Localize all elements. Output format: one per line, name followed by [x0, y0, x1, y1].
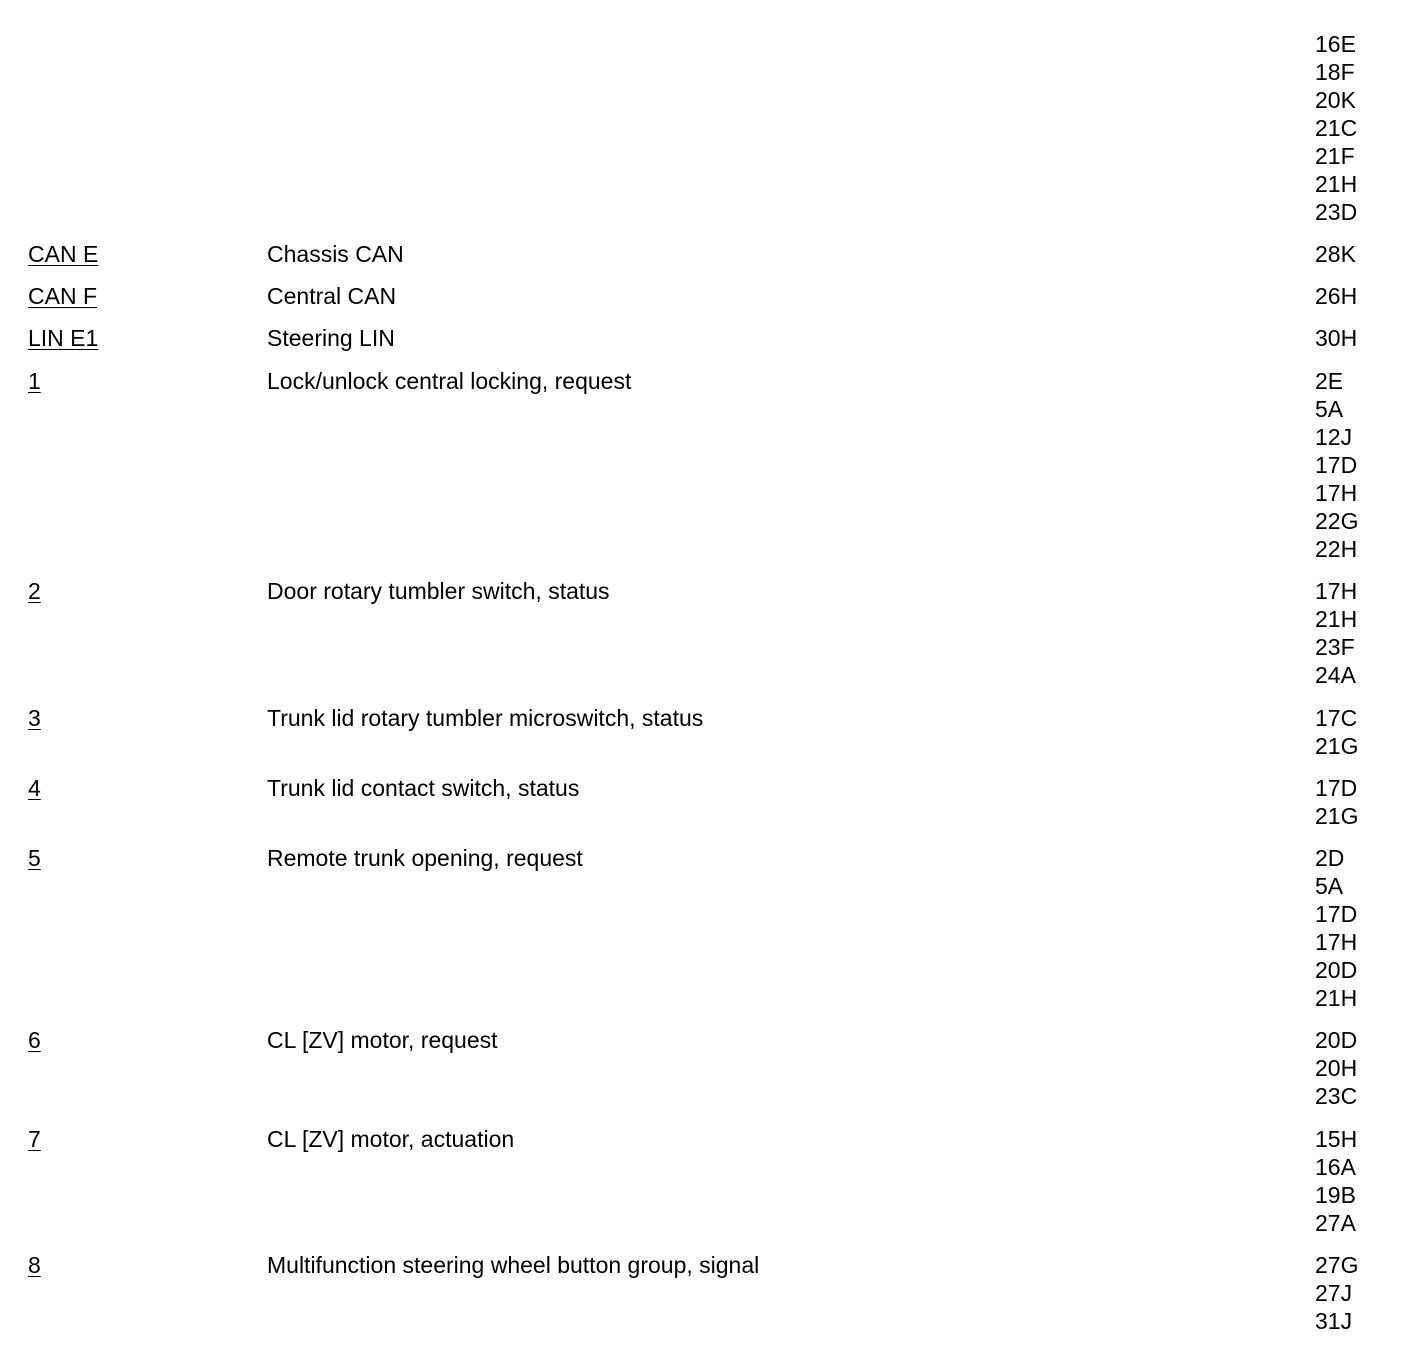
- grid-ref-list: [1315, 240, 1356, 268]
- grid-ref: 21H: [1315, 171, 1358, 197]
- grid-ref-list: [1315, 1125, 1357, 1237]
- legend-code-link[interactable]: 1: [28, 368, 41, 394]
- grid-ref-list: [1315, 844, 1357, 1012]
- legend-description: Trunk lid rotary tumbler microswitch, status: [267, 705, 704, 731]
- legend-description: Trunk lid contact switch, status: [267, 775, 580, 801]
- grid-ref: 30H: [1315, 325, 1358, 351]
- grid-ref: 27J: [1315, 1280, 1353, 1306]
- grid-ref: 21G: [1315, 803, 1359, 829]
- grid-ref: 16A: [1315, 1154, 1356, 1180]
- grid-ref: 22H: [1315, 536, 1358, 562]
- grid-ref: 17H: [1315, 578, 1358, 604]
- grid-ref-list: [1315, 1026, 1357, 1110]
- legend-description: Door rotary tumbler switch, status: [267, 578, 610, 604]
- legend-code-link[interactable]: 3: [28, 705, 41, 731]
- legend-description: Steering LIN: [267, 325, 395, 351]
- grid-ref: 2E: [1315, 368, 1344, 394]
- grid-ref: 28K: [1315, 241, 1356, 267]
- grid-ref-list: [1315, 704, 1358, 760]
- grid-ref-list: [1315, 1251, 1358, 1335]
- grid-ref: 27G: [1315, 1252, 1359, 1278]
- grid-ref: 23D: [1315, 199, 1358, 225]
- legend-code-link[interactable]: 6: [28, 1027, 41, 1053]
- legend-code-link[interactable]: CAN F: [28, 283, 97, 309]
- legend-code-link[interactable]: 5: [28, 845, 41, 871]
- grid-ref: 18F: [1315, 59, 1355, 85]
- grid-ref: 21H: [1315, 606, 1358, 632]
- legend-code-link[interactable]: 7: [28, 1126, 41, 1152]
- grid-ref: 17D: [1315, 775, 1358, 801]
- legend-description: Chassis CAN: [267, 241, 404, 267]
- grid-ref: 19B: [1315, 1182, 1356, 1208]
- legend-code-link[interactable]: 8: [28, 1252, 41, 1278]
- grid-ref: 20H: [1315, 1055, 1358, 1081]
- legend-code-link[interactable]: 2: [28, 578, 41, 604]
- grid-ref-list: [1315, 577, 1357, 689]
- legend-description: Remote trunk opening, request: [267, 845, 583, 871]
- legend-description: Central CAN: [267, 283, 397, 309]
- grid-ref: 15H: [1315, 1126, 1358, 1152]
- grid-ref: 20D: [1315, 957, 1358, 983]
- grid-ref-list: [1315, 282, 1357, 310]
- grid-ref: 21H: [1315, 985, 1358, 1011]
- legend-code-link[interactable]: CAN E: [28, 241, 99, 267]
- grid-ref: 31J: [1315, 1308, 1353, 1334]
- grid-ref-list: [1315, 774, 1358, 830]
- grid-ref: 20D: [1315, 1027, 1358, 1053]
- grid-ref: 5A: [1315, 873, 1344, 899]
- legend-code-link[interactable]: LIN E1: [28, 325, 99, 351]
- grid-ref: 17D: [1315, 452, 1358, 478]
- grid-ref: 21C: [1315, 115, 1358, 141]
- legend-description: CL [ZV] motor, actuation: [267, 1126, 515, 1152]
- grid-ref: 16E: [1315, 31, 1356, 57]
- grid-ref: 27A: [1315, 1210, 1356, 1236]
- grid-ref: 21G: [1315, 733, 1359, 759]
- grid-ref: 17C: [1315, 705, 1358, 731]
- grid-ref: 24A: [1315, 662, 1356, 688]
- grid-ref: 5A: [1315, 396, 1344, 422]
- grid-ref: 22G: [1315, 508, 1359, 534]
- grid-ref: 26H: [1315, 283, 1358, 309]
- legend-description: CL [ZV] motor, request: [267, 1027, 498, 1053]
- grid-ref: 2D: [1315, 845, 1345, 871]
- legend-code-link[interactable]: 4: [28, 775, 41, 801]
- legend-description: Multifunction steering wheel button group, signal: [267, 1252, 760, 1278]
- grid-ref-list: [1315, 367, 1358, 563]
- grid-ref: 17H: [1315, 480, 1358, 506]
- grid-ref-list: [1315, 324, 1357, 352]
- grid-ref: 20K: [1315, 87, 1356, 113]
- grid-ref-list: [1315, 30, 1357, 226]
- grid-ref: 17H: [1315, 929, 1358, 955]
- legend-description: Lock/unlock central locking, request: [267, 368, 632, 394]
- grid-ref: 17D: [1315, 901, 1358, 927]
- grid-ref: 23C: [1315, 1083, 1358, 1109]
- grid-ref: 21F: [1315, 143, 1355, 169]
- grid-ref: 12J: [1315, 424, 1353, 450]
- grid-ref: 23F: [1315, 634, 1355, 660]
